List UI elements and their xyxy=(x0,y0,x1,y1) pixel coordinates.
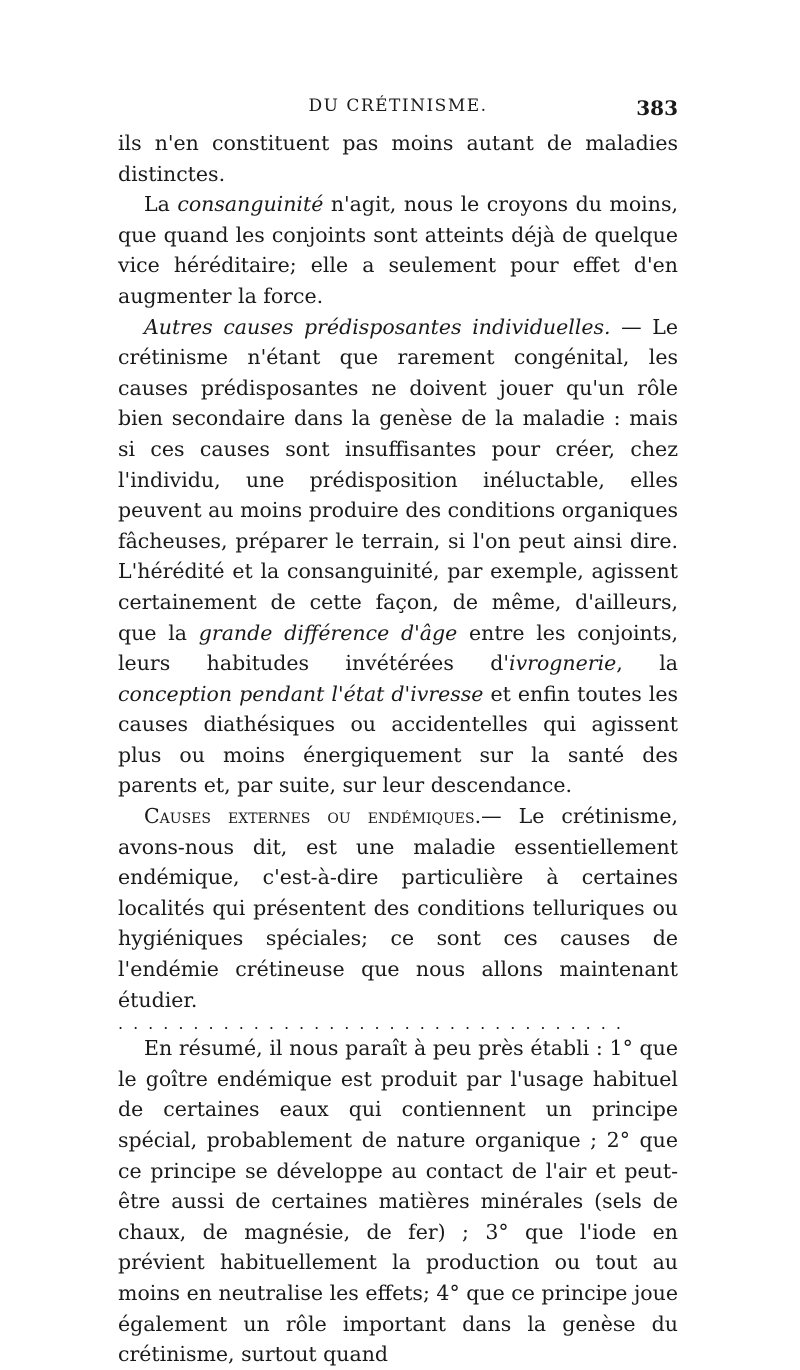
running-title: DU CRÉTINISME. xyxy=(308,96,488,116)
paragraph-3-text-c: , la xyxy=(616,651,678,676)
running-head xyxy=(118,96,678,126)
paragraph-3-italic-3: conception pendant l'état d'ivresse xyxy=(118,681,484,706)
paragraph-3-text-a: — Le crétinisme n'étant que rarement congénital, les causes prédisposantes ne doivent jouer qu'un rôle bien secondaire dans la genèse de la maladie : mais si ces causes sont insuffisantes pour créer, chez l'individu, une prédisposition inéluctable, elles peuvent au moins produire des conditions organiques fâcheuses, préparer le terrain, si l'on peut ainsi dire. L'hérédité et la consanguinité, par exemple, agissent certainement de cette façon, de même, d'ailleurs, que la xyxy=(118,314,678,645)
paragraph-3-italic-1: grande différence d'âge xyxy=(198,620,458,645)
paragraph-1 xyxy=(118,128,678,189)
section-heading-individual-causes: Autres causes prédisposantes individuelles. xyxy=(144,314,611,339)
paragraph-4-text: — Le crétinisme, avons-nous dit, est une maladie essentiellement endémique, c'est-à-dire particulière à certaines localités qui présentent des conditions telluriques ou hygiéniques spéciales; ce sont ces causes de l'endémie crétineuse que nous allons maintenant étudier. xyxy=(118,804,678,1012)
ellipsis-divider: .................................. xyxy=(118,1015,631,1034)
paragraph-5-text: En résumé, il nous paraît à peu près établi : 1° que le goître endémique est produit par l'usage habituel de certaines eaux qui contiennent un principe spécial, probablement de nature organique ; 2° que ce principe se développe au contact de l'air et peut-être aussi de certaines matières minérales (sels de chaux, de magnésie, de fer) ; 3° que l'iode en prévient habituellement la production ou tout au moins en neutralise les effets; 4° que ce principe joue également un rôle important dans la genèse du crétinisme, surtout quand xyxy=(118,1036,678,1367)
paragraph-1-text: ils n'en constituent pas moins autant de maladies distinctes. xyxy=(118,131,678,186)
paragraph-2-italic: consanguinité xyxy=(177,192,324,217)
section-heading-external-causes: Causes externes ou endémiques. xyxy=(144,804,482,829)
paragraph-4 xyxy=(118,801,678,1015)
paragraph-3 xyxy=(118,312,678,802)
paragraph-2-text-a: La xyxy=(144,192,178,217)
page-number: 383 xyxy=(636,96,678,120)
paragraph-2-text-b: n'agit, nous le croyons du moins, que quand les conjoints sont atteints déjà de quelque vice héréditaire; elle a seulement pour effet d'en augmenter la force. xyxy=(118,192,678,308)
paragraph-3-text-b: entre les conjoints, leurs habitudes invétérées d' xyxy=(118,620,678,676)
body-text xyxy=(118,128,678,1370)
paragraph-3-italic-2: ivrognerie xyxy=(509,651,617,676)
paragraph-2 xyxy=(118,189,678,311)
paragraph-5 xyxy=(118,1033,678,1370)
paragraph-3-text-d: et enfin toutes les causes diathésiques ou accidentelles qui agissent plus ou moins énergiquement sur la santé des parents et, par suite, sur leur descendance. xyxy=(118,681,678,798)
